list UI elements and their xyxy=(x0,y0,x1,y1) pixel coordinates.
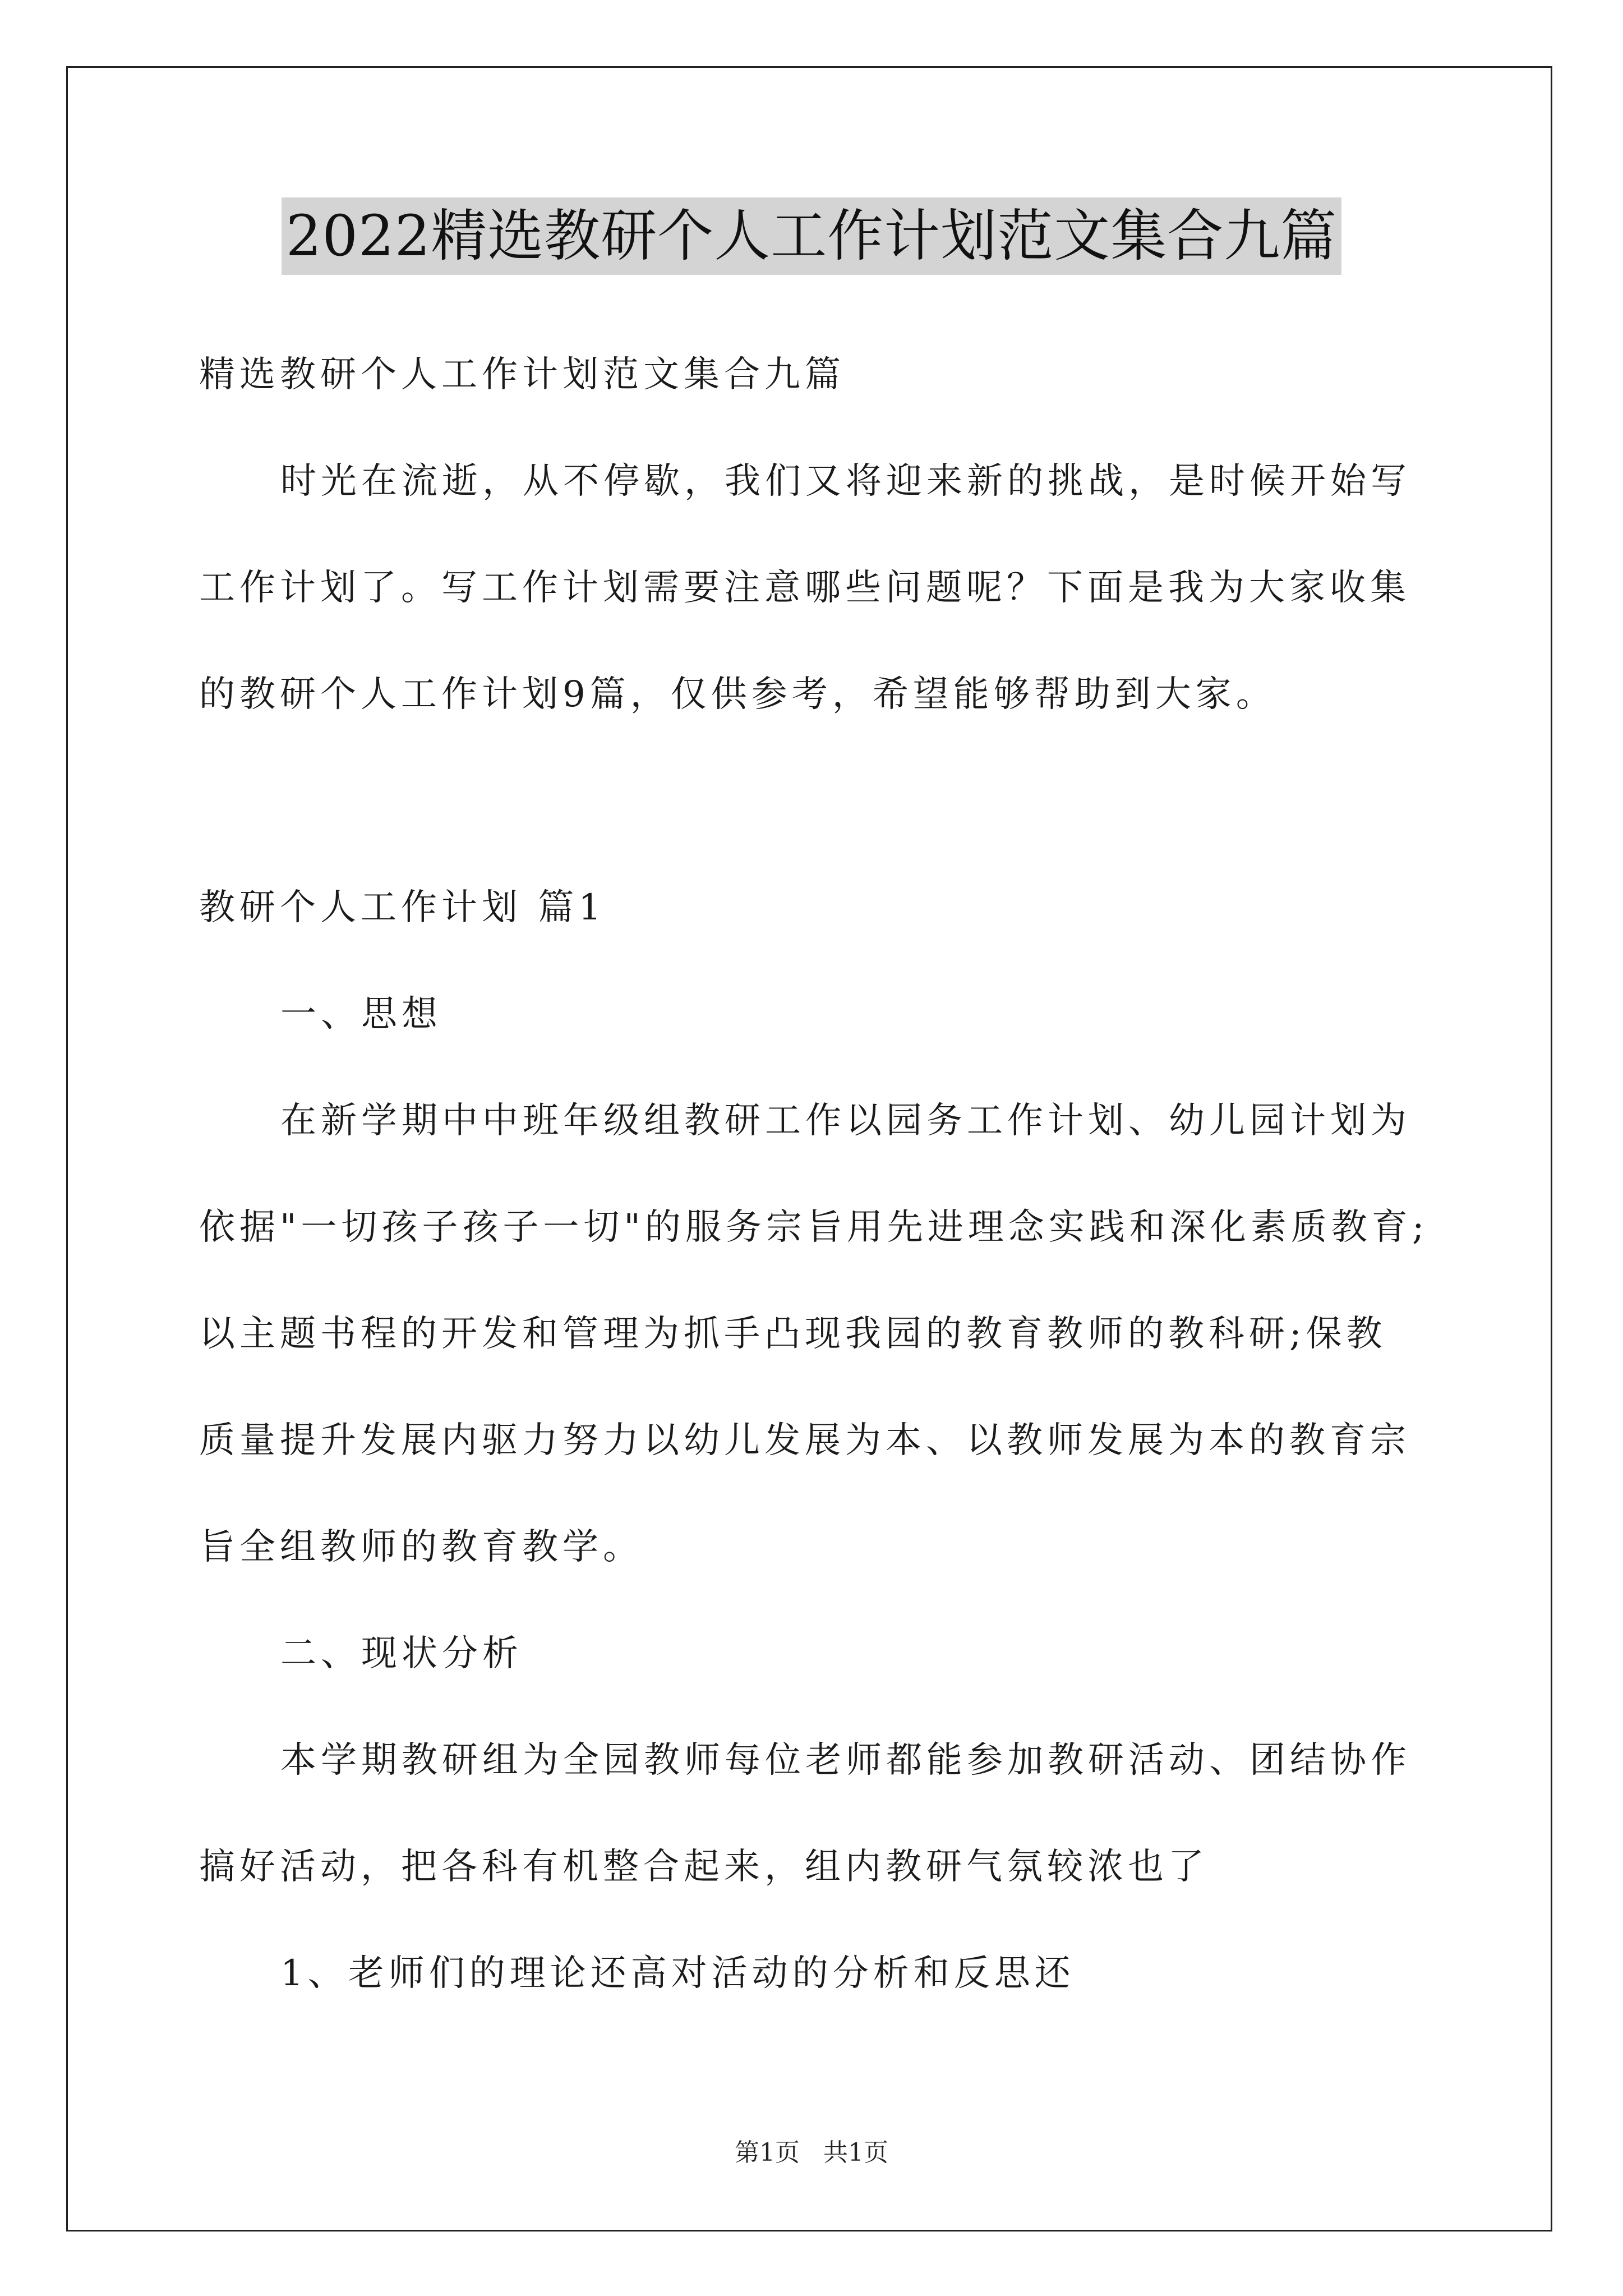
section-heading: 教研个人工作计划 篇1 xyxy=(199,887,606,928)
paragraph-line: 的教研个人工作计划9篇，仅供参考，希望能够帮助到大家。 xyxy=(199,674,1276,715)
paragraph-line: 本学期教研组为全园教师每位老师都能参加教研活动、团结协作 xyxy=(280,1740,1411,1781)
title-container xyxy=(0,197,1623,275)
paragraph-line: 1、老师们的理论还高对活动的分析和反思还 xyxy=(280,1953,1075,1994)
subsection-heading: 二、现状分析 xyxy=(280,1633,523,1674)
paragraph-line: 旨全组教师的教育教学。 xyxy=(199,1526,643,1568)
paragraph-line: 质量提升发展内驱力努力以幼儿发展为本、以教师发展为本的教育宗 xyxy=(199,1420,1410,1461)
subsection-heading: 一、思想 xyxy=(280,993,442,1035)
subtitle-line: 精选教研个人工作计划范文集合九篇 xyxy=(199,354,845,395)
paragraph-line: 工作计划了。写工作计划需要注意哪些问题呢？下面是我为大家收集 xyxy=(199,567,1410,609)
paragraph-line: 在新学期中中班年级组教研工作以园务工作计划、幼儿园计划为 xyxy=(280,1100,1411,1142)
paragraph-line: 搞好活动，把各科有机整合起来，组内教研气氛较浓也了 xyxy=(199,1846,1209,1888)
document-title: 2022精选教研个人工作计划范文集合九篇 xyxy=(282,197,1342,275)
paragraph-line: 时光在流逝，从不停歇，我们又将迎来新的挑战，是时候开始写 xyxy=(280,461,1411,502)
page-footer: 第1页 共1页 xyxy=(735,2138,888,2167)
paragraph-line: 依据"一切孩子孩子一切"的服务宗旨用先进理念实践和深化素质教育; xyxy=(199,1207,1429,1248)
paragraph-line: 以主题书程的开发和管理为抓手凸现我园的教育教师的教科研;保教 xyxy=(199,1313,1387,1355)
